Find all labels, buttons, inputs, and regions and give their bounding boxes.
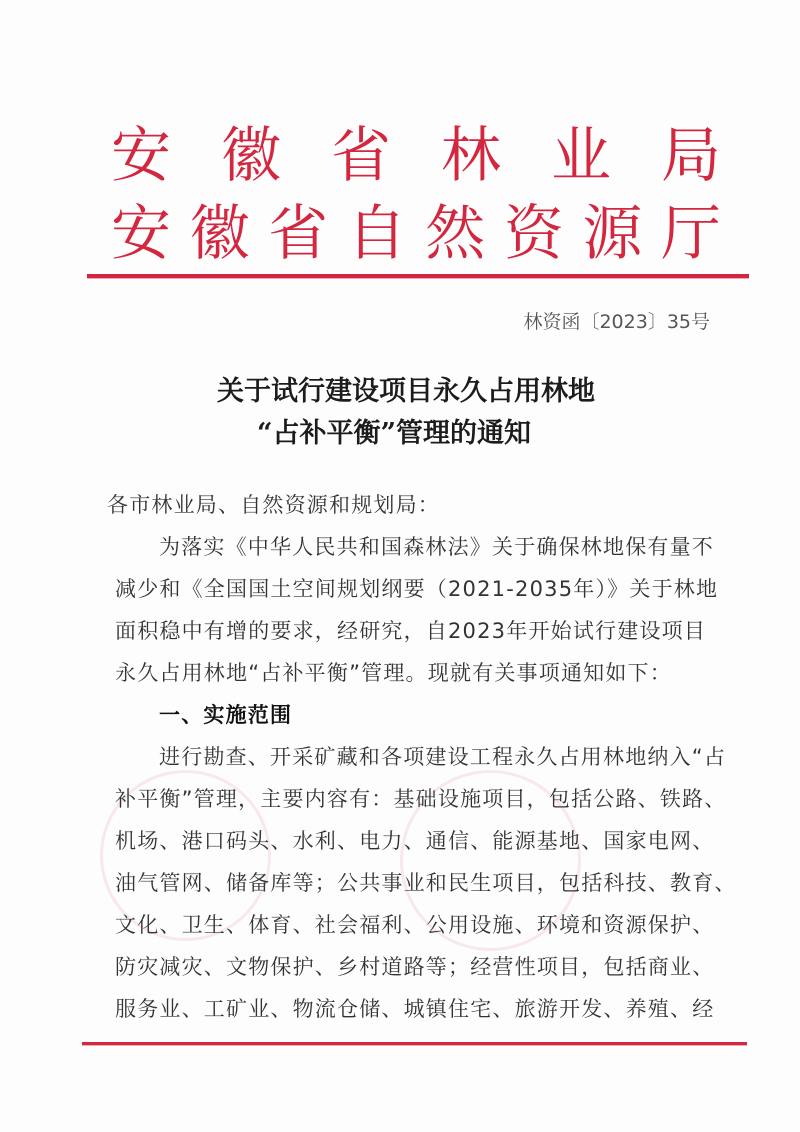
paragraph-line: 服务业、工矿业、物流仓储、城镇住宅、旅游开发、养殖、经 [115, 997, 715, 1021]
issuer-char: 省 [268, 199, 329, 269]
paragraph-line: 进行勘查、开采矿藏和各项建设工程永久占用林地纳入“占 [159, 745, 727, 769]
paragraph-line: 面积稳中有增的要求，经研究，自2023年开始试行建设项目 [115, 619, 707, 643]
addressee: 各市林业局、自然资源和规划局： [107, 493, 440, 517]
paragraph-line: 补平衡”管理，主要内容有：基础设施项目，包括公路、铁路、 [115, 787, 727, 811]
issuer-forestry-bureau [110, 121, 722, 191]
issuer-char: 资 [503, 199, 564, 269]
paragraph-line: 为落实《中华人民共和国森林法》关于确保林地保有量不 [159, 535, 714, 559]
issuer-char: 省 [331, 121, 391, 191]
issuer-char: 厅 [660, 199, 721, 269]
paragraph-line: 油气管网、储备库等；公共事业和民生项目，包括科技、教育、 [115, 871, 737, 895]
paragraph-line: 减少和《全国国土空间规划纲要（2021-2035年）》关于林地 [115, 577, 719, 601]
issuer-natural-resources-dept [110, 199, 722, 269]
document-title-line-2: “占补平衡”管理的通知 [256, 418, 532, 449]
issuer-char: 安 [111, 199, 171, 269]
issuer-char: 徽 [221, 121, 281, 191]
paragraph-line: 机场、港口码头、水利、电力、通信、能源基地、国家电网、 [115, 829, 715, 853]
paragraph-line: 文化、卫生、体育、社会福利、公用设施、环境和资源保护、 [115, 913, 715, 937]
issuer-char: 然 [425, 199, 486, 269]
document-title-line-1: 关于试行建设项目永久占用林地 [217, 376, 595, 407]
document-number: 林资函〔2023〕35号 [523, 311, 710, 333]
document-body [107, 484, 737, 1030]
issuer-char: 源 [582, 199, 643, 269]
issuer-char: 徽 [189, 199, 250, 269]
issuer-char: 林 [441, 121, 501, 191]
footer-red-rule [82, 1042, 747, 1046]
section-heading: 一、实施范围 [159, 703, 293, 727]
paragraph-line: 防灾减灾、文物保护、乡村道路等；经营性项目，包括商业、 [115, 955, 715, 979]
paragraph-line: 永久占用林地“占补平衡”管理。现就有关事项通知如下： [115, 661, 672, 685]
issuer-char: 业 [551, 121, 611, 191]
issuer-char: 局 [661, 121, 721, 191]
issuer-char: 安 [111, 121, 171, 191]
issuer-char: 自 [346, 199, 407, 269]
letterhead-red-rule [87, 274, 749, 279]
